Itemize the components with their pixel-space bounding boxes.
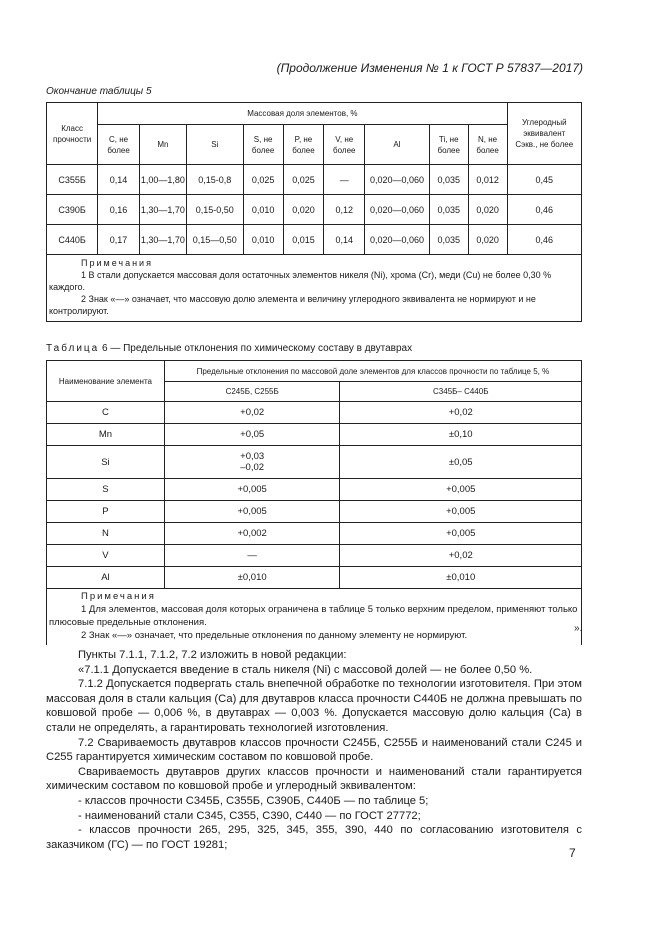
table-row xyxy=(47,402,582,424)
header-element: Mn xyxy=(139,125,186,165)
table-cell: +0,02 xyxy=(340,402,582,424)
list-item: - классов прочности 265, 295, 325, 345, 355, 390, 440 по согласованию изготовителя с заказчиком (ГС) — по ГОСТ 19281; xyxy=(46,824,582,851)
table6-notes xyxy=(47,589,582,646)
page-header: (Продолжение Изменения № 1 к ГОСТ Р 57837—2017) xyxy=(276,61,583,75)
paragraph: «7.1.1 Допускается введение в сталь никеля (Ni) с массовой долей — не более 0,50 %. xyxy=(78,663,533,676)
paragraph: Свариваемость двутавров других классов прочности и наименований стали гарантируется химическим составом по ковшовой пробе и углеродный эквивалентом: xyxy=(46,765,582,793)
table-row xyxy=(47,523,582,545)
table-cell: +0,005 xyxy=(164,479,340,501)
table-cell: +0,02 xyxy=(340,545,582,567)
table-cell: 0,17 xyxy=(98,225,140,255)
table-cell: V xyxy=(47,545,165,567)
table-cell: 0,46 xyxy=(507,195,581,225)
table-row xyxy=(47,424,582,446)
table-cell: 0,15—0,50 xyxy=(186,225,243,255)
header-element: V, не более xyxy=(324,125,365,165)
table-cell: 0,035 xyxy=(429,225,468,255)
table-cell: 0,14 xyxy=(324,225,365,255)
table-row xyxy=(47,545,582,567)
paragraph: 7.2 Свариваемость двутавров классов прочности С245Б, С255Б и наименований стали С245 и С255 гарантируется химическим составом по ковшовой пробе. xyxy=(46,736,582,764)
table-cell: 0,15-0,50 xyxy=(186,195,243,225)
table-cell: 1,30—1,70 xyxy=(139,225,186,255)
table-cell: Si xyxy=(47,446,165,479)
header-class-group-2: С345Б– С440Б xyxy=(340,382,582,402)
table-cell: 0,020—0,060 xyxy=(365,225,430,255)
table5 xyxy=(46,102,582,322)
body-text xyxy=(46,648,582,852)
table-cell: 0,15-0,8 xyxy=(186,165,243,195)
table-cell: 0,025 xyxy=(243,165,283,195)
notes-title: Примечания xyxy=(81,591,156,602)
table-cell: +0,002 xyxy=(164,523,340,545)
table-cell: 1,00—1,80 xyxy=(139,165,186,195)
table-cell: 0,035 xyxy=(429,165,468,195)
table-cell: 0,010 xyxy=(243,225,283,255)
table-cell: — xyxy=(164,545,340,567)
note-1: 1 Для элементов, массовая доля которых ограничена в таблице 5 только верхним пределом, применяют только плюсовые предельные отклонения. xyxy=(49,604,578,628)
header-element: S, не более xyxy=(243,125,283,165)
table-row xyxy=(47,501,582,523)
table-cell: — xyxy=(324,165,365,195)
table-cell: 0,035 xyxy=(429,195,468,225)
note-2: 2 Знак «—» означает, что предельные отклонения по данному элементу не нормируют. xyxy=(81,630,468,641)
table-cell: 0,025 xyxy=(283,165,324,195)
header-element: Si xyxy=(186,125,243,165)
table-cell: +0,02 xyxy=(164,402,340,424)
paragraph: Пункты 7.1.1, 7.1.2, 7.2 изложить в новой редакции: xyxy=(78,649,347,661)
table-cell: S xyxy=(47,479,165,501)
table-row xyxy=(47,446,582,479)
note-1: 1 В стали допускается массовая доля остаточных элементов никеля (Ni), хрома (Cr), меди (Cu) не более 0,30 % каждого. xyxy=(49,270,552,292)
header-element: N, не более xyxy=(468,125,507,165)
table-row xyxy=(47,165,582,195)
table-cell: C xyxy=(47,402,165,424)
table-cell: С440Б xyxy=(47,225,98,255)
table-cell: +0,005 xyxy=(340,501,582,523)
header-mass-fraction: Массовая доля элементов, % xyxy=(98,103,507,125)
list-item: - классов прочности С345Б, С355Б, С390Б, С440Б — по таблице 5; xyxy=(78,794,429,807)
table-cell: 0,14 xyxy=(98,165,140,195)
table-cell: С355Б xyxy=(47,165,98,195)
header-class-group-1: С245Б, С255Б xyxy=(164,382,340,402)
table-cell: +0,005 xyxy=(340,523,582,545)
list-item: - наименований стали С345, С355, С390, С440 — по ГОСТ 27772; xyxy=(78,809,421,822)
table-cell: Mn xyxy=(47,424,165,446)
table-cell: N xyxy=(47,523,165,545)
table-cell: ±0,010 xyxy=(164,567,340,589)
table-cell: +0,005 xyxy=(340,479,582,501)
table6-caption-label: Таблица xyxy=(46,343,100,354)
table-cell: ±0,05 xyxy=(340,446,582,479)
table-cell: ±0,10 xyxy=(340,424,582,446)
header-element: P, не более xyxy=(283,125,324,165)
table-cell: 0,020 xyxy=(468,195,507,225)
paragraph: 7.1.2 Допускается подвергать сталь внепечной обработке по технологии изготовителя. При этом массовая доля в стали кальция (Са) для двутавров класса прочности С440Б не должна превышать по ковшовой пробе — 0,006 %, в двутаврах — 0,003 %. Допускается массовую долю кальция (Са) в стали не определять, а гарантировать технологией изготовления. xyxy=(46,678,582,734)
table6 xyxy=(46,360,582,645)
table-cell: +0,03 –0,02 xyxy=(164,446,340,479)
table-cell: 0,010 xyxy=(243,195,283,225)
table-cell: P xyxy=(47,501,165,523)
table-cell: С390Б xyxy=(47,195,98,225)
table-cell: +0,05 xyxy=(164,424,340,446)
table-cell: 0,020—0,060 xyxy=(365,195,430,225)
table-cell: 0,12 xyxy=(324,195,365,225)
table-cell: 0,020 xyxy=(468,225,507,255)
table-cell: 0,020—0,060 xyxy=(365,165,430,195)
table-row xyxy=(47,567,582,589)
note-2: 2 Знак «—» означает, что массовую долю элемента и величину углеродного эквивалента не нормируют и не контролируют. xyxy=(49,294,536,316)
table-cell: 0,16 xyxy=(98,195,140,225)
table-cell: +0,005 xyxy=(164,501,340,523)
closing-quote: ». xyxy=(574,623,583,634)
table-cell: ±0,010 xyxy=(340,567,582,589)
table-row xyxy=(47,195,582,225)
header-carbon-equivalent: Углеродный эквивалент Cэкв., не более xyxy=(507,103,581,165)
table-cell: 0,020 xyxy=(283,195,324,225)
header-element: C, не более xyxy=(98,125,140,165)
table6-caption-text: 6 — Предельные отклонения по химическому составу в двутаврах xyxy=(102,343,413,354)
table5-caption: Окончание таблицы 5 xyxy=(46,86,152,97)
header-class: Класс прочности xyxy=(47,103,98,165)
table-row xyxy=(47,225,582,255)
header-element: Al xyxy=(365,125,430,165)
page-number: 7 xyxy=(569,846,576,860)
table-cell: 1,30—1,70 xyxy=(139,195,186,225)
table6-caption xyxy=(46,343,412,354)
table-cell: 0,015 xyxy=(283,225,324,255)
table-row xyxy=(47,479,582,501)
table-cell: 0,46 xyxy=(507,225,581,255)
header-element-name: Наименование элемента xyxy=(47,361,165,402)
header-deviations: Предельные отклонения по массовой доле элементов для классов прочности по таблице 5, % xyxy=(164,361,581,382)
table5-notes xyxy=(47,255,582,322)
table-cell: Al xyxy=(47,567,165,589)
table-cell: 0,012 xyxy=(468,165,507,195)
notes-title: Примечания xyxy=(81,258,153,268)
header-element: Ti, не более xyxy=(429,125,468,165)
table-cell: 0,45 xyxy=(507,165,581,195)
